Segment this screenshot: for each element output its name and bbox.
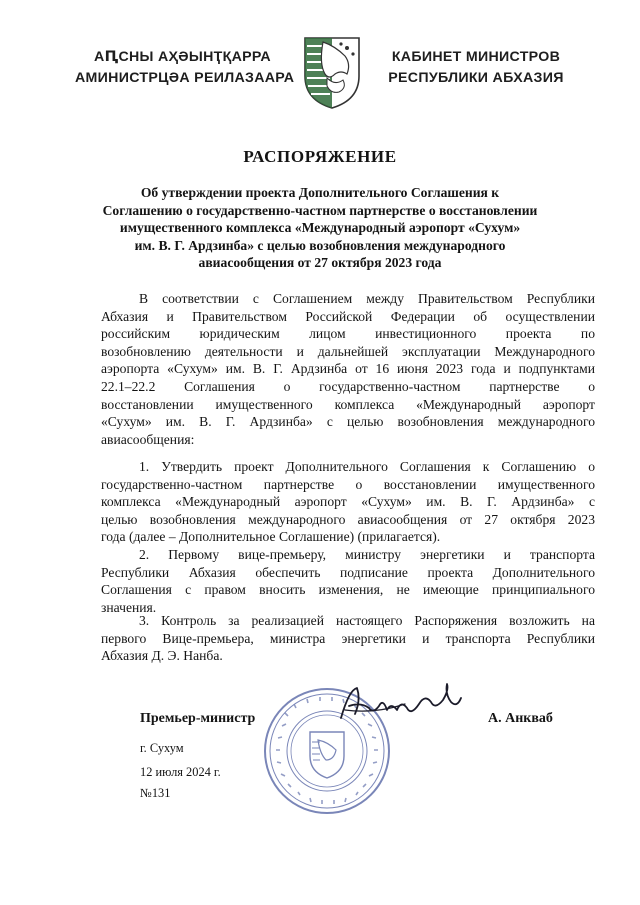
signer-name: А. Анкваб: [488, 711, 553, 726]
paragraph-line: восстановлении имущественного комплекса «Международный аэропорт: [101, 396, 595, 412]
paragraph-line: года (далее – Дополнительное Соглашение) (прилагается).: [101, 529, 441, 545]
paragraph-line: 2. Первому вице-премьеру, министру энергетики и транспорта: [139, 547, 595, 562]
paragraph-line: значения.: [101, 599, 157, 615]
paragraph-line: комплекса «Международный аэропорт «Сухум» им. В. Г. Ардзинба» с: [101, 494, 595, 510]
document-subject: [86, 184, 554, 272]
header-left-abkhaz: [75, 47, 295, 89]
paragraph-line: аэропорта «Сухум» им. В. Г. Ардзинба от 16 июня 2023 года и подпунктами: [101, 361, 595, 377]
header-right-line1: КАБИНЕТ МИНИСТРОВ: [391, 49, 561, 65]
header-right-russian: [376, 47, 576, 89]
paragraph-line: первого Вице-премьера, министра энергетики и транспорта Республики: [101, 630, 595, 646]
subject-line: им. В. Г. Ардзинба» с целью возобновления международного: [134, 237, 506, 253]
paragraph-line: Абхазия Д. Э. Нанба.: [101, 648, 223, 664]
item-2-paragraph: [101, 546, 595, 616]
subject-line: авиасообщения от 27 октября 2023 года: [198, 255, 442, 271]
item-1-paragraph: [101, 458, 595, 546]
paragraph-line: российским юридическим лицом инвестиционного проекта по: [101, 326, 595, 342]
document-title: РАСПОРЯЖЕНИЕ: [243, 147, 397, 166]
paragraph-line: «Сухум» им. В. Г. Ардзинба» с целью возобновления международного: [101, 414, 595, 430]
paragraph-line: 22.1–22.2 Соглашения о государственно-частном партнерстве о: [101, 378, 595, 394]
header-left-line2: АМИНИСТРЦӘА РЕИЛАЗААРА: [75, 70, 295, 86]
abkhazia-emblem-icon: [301, 34, 363, 110]
handwritten-signature-icon: [335, 680, 465, 728]
subject-line: имущественного комплекса «Международный аэропорт «Сухум»: [119, 220, 521, 236]
subject-line: Об утверждении проекта Дополнительного Соглашения к: [140, 185, 500, 200]
subject-line: Соглашению о государственно-частном партнерстве о восстановлении: [102, 202, 538, 218]
document-number: №131: [140, 786, 171, 800]
paragraph-line: 1. Утвердить проект Дополнительного Соглашения к Соглашению о: [139, 459, 595, 474]
paragraph-line: Абхазия и Правительством Российской Федерации об осуществлении: [101, 308, 595, 324]
signer-position: Премьер-министр: [140, 711, 256, 726]
document-date: 12 июля 2024 г.: [140, 765, 221, 779]
paragraph-line: целью возобновления международного авиасообщения от 27 октября 2023: [101, 511, 595, 527]
paragraph-line: возобновлению деятельности и дальнейшей эксплуатации Международного: [101, 343, 595, 359]
paragraph-line: Республики Абхазия обеспечить подписание проекта Дополнительного: [101, 564, 595, 580]
paragraph-line: В соответствии с Соглашением между Правительством Республики: [139, 291, 595, 306]
paragraph-line: авиасообщения:: [101, 431, 195, 447]
header-left-line1: АԤСНЫ АҲӘЫНҬҚАРРА: [94, 49, 271, 65]
paragraph-line: государственно-частном партнерстве о восстановлении имущественного: [101, 476, 595, 492]
header-right-line2: РЕСПУБЛИКИ АБХАЗИЯ: [388, 70, 564, 86]
paragraph-line: Соглашения с правом вносить изменения, не имеющие принципиального: [101, 582, 595, 598]
paragraph-line: 3. Контроль за реализацией настоящего Распоряжения возложить на: [139, 613, 595, 628]
intro-paragraph: [101, 290, 595, 448]
item-3-paragraph: [101, 612, 595, 665]
document-place: г. Сухум: [140, 741, 184, 755]
